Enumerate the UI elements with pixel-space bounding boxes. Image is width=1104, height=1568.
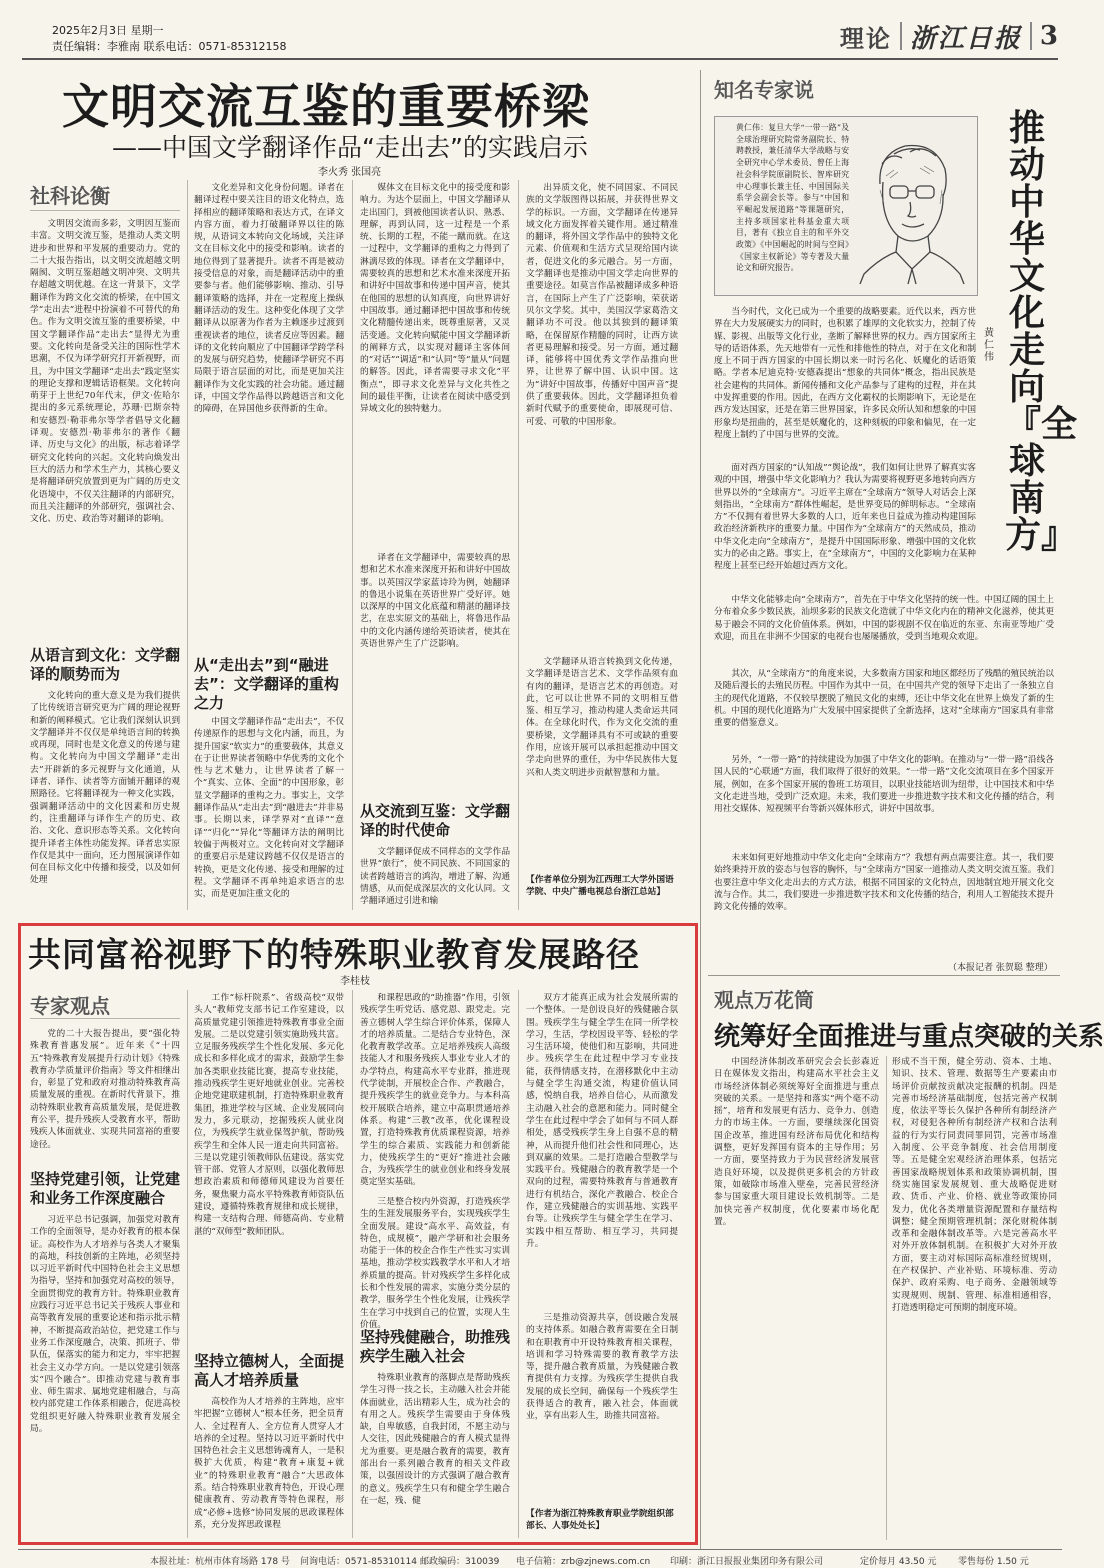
expert-vertical-title: 推动中华文化走向『全球南方』 — [1005, 108, 1078, 556]
main-article-subtitle: ——中国文学翻译作品“走出去”的实践启示 — [112, 133, 588, 162]
header-rule — [22, 58, 1058, 60]
column-label-expert — [714, 74, 814, 103]
footer-phone: 问询电话：0571-85310114 — [300, 1557, 417, 1567]
label-rule — [30, 1018, 180, 1019]
main-article-col1: 文明因交流而多彩，文明因互鉴而丰富。文明交流互鉴，是推动人类文明进步和世界和平发展的重要动力。党的二十大报告指出，以文明交流超越文明隔阂、文明互鉴超越文明冲突、文明共存超越文明优越。在这一背景下，文学翻译作为跨文化交流的桥梁，在中国文学“走出去”进程中扮演着不可替代的角色。作为文明交流互鉴的重要桥梁，中国文学翻译作品“走出去”显得尤为重要。文化转向是备受关注的国际性学术思潮，不仅为译学研究打开新视野，而且，为中国文学翻译“走出去”践定坚实的理论支撑和逻辑话语框架。文化转向萌芽于上世纪70年代末，伊文·佐哈尔提出的多元系统理论，苏珊·巴斯奈特和安德烈·勒菲弗尔等学者倡导文化翻译观。安德烈·勒菲弗尔的著作《翻译、历史与文化》的出版，标志着译学研究文化转向的兴起。文化转向焕发出巨大的活力和学术生产力，其核心要义是将翻译研究放置到更为广阔的历史文化语境中，不仅关注翻译的内部研究，而且关注翻译的外部研究，强调社会、文化、历史、政治等对翻译的影响。 — [30, 219, 180, 525]
footer-price-month: 定价每月 43.50 元 — [860, 1557, 937, 1567]
page-number: 3 — [1039, 21, 1058, 51]
column-label-opinion — [714, 984, 814, 1013]
label-rule — [30, 210, 180, 211]
featured-article-title: 共同富裕视野下的特殊职业教育发展路径 — [28, 935, 640, 974]
subheading-3: 从交流到互鉴：文学翻译的时代使命 — [360, 802, 511, 839]
masthead-divider — [1030, 22, 1032, 50]
featured-subheading-3: 坚持残健融合，助推残疾学生融入社会 — [360, 1328, 511, 1365]
expert-text-6: 未来如何更好地推动中华文化走向“全球南方”？我想有两点需要注意。其一，我们要始终秉持开放的姿态与包容的胸怀，与“全球南方”国家一道推动人类文明交流互鉴。我们也要注意中华文化走出去的方式方法，根据不同国家的文化特点，因地制宜地开展文化交流与合作。其二，我们要进一步推进数字技术和文化传播的结合，利用人工智能技术提升跨文化传播的效率。 — [714, 853, 1054, 913]
expert-text-3: 中华文化能够走向“全球南方”，首先在于中华文化坚持的统一性。中国辽阔的国土上分布着众多少数民族，汕坝多彩的民族文化造就了中华文化内在的精神文化滋养，使其更易于融会不同的文化价值体系。例如，中国的影视剧不仅在临近的东亚、东南亚等地广受欢迎，而且在非洲不少国家的电视台也屡屡播放，受到当地观众欢迎。 — [714, 595, 1054, 642]
expert-text-1: 当今时代，文化已成为一个重要的战略要素。近代以来，西方世界在大力发展硬实力的同时，也积累了雄厚的文化软实力，控制了传媒、影视、出版等文化行业，垄断了解释世界的权力。西方国家所主导的话语体系，先天地带有一元性和排他性的特点，对于在文化和制度上不同于西方国家的中国长期以来一时污名化、妖魔化的话语策略。学者本尼迪克特·安德森提出“想象的共同体”概念，指出民族是社会建构的共同体。新闻传播和文化产品参与了建构的过程，并在其中发挥重要的作用。因此，在西方文化霸权的长期影响下，无论是在西方发达国家，还是在第三世界国家，许多民众所认知和想象的中国形象均是扭曲的，甚至是妖魔化的，这种刻板的印象和偏见，在一定程度上制约了中国与世界的交流。 — [714, 307, 976, 440]
column-divider — [352, 990, 353, 1538]
section-rule — [708, 975, 1060, 976]
column-label-text: 知名专家说 — [714, 78, 814, 102]
featured-col1: 党的二十大报告提出，要“强化特殊教育普惠发展”。近年来《“十四五”特殊教育发展提升行动计划》《特殊教育办学质量评价指南》等文件相继出台，彰显了党和政府对推动特殊教育高质量发展的重视。在新时代背景下，推动特殊职业教育高质量发展，是促进教育公平，提升残疾人受教育水平，帮助残疾人体面就业、实现共同富裕的重要途径。 — [30, 1029, 180, 1150]
expert-text-4: 其次，从“全球南方”的角度来说，大多数南方国家和地区都经历了残酷的殖民统治以及随后漫长的去殖民历程。中国作为其中一员，在中国共产党的领导下走出了一条独立自主的现代化道路，不仅较早摆脱了殖民文化的束缚，还让中华文化在世界上焕发了新的生机。中国的现代化道路为广大发展中国家提供了全新选择，这对“全球南方”国家具有非常重要的借鉴意义。 — [714, 669, 1054, 729]
featured-author-note: 【作者为浙江特殊教育职业学院组织部部长、人事处处长】 — [526, 1509, 674, 1531]
footer-rule — [18, 1549, 1062, 1550]
main-article-col4: 出异质文化，使不同国家、不同民族的文学版图得以拓展，并获得世界文学的标识。一方面，文学翻译在传递异域文化方面发挥着关键作用。通过精准的翻译，将外国文学作品中的独特文化元素、价值观和生活方式呈现给国内读者，促进文化的多元融合。另一方面，文学翻译也是推动中国文学走向世界的重要途径。如莫言作品被翻译成多种语言，在国际上产生了广泛影响，荣获诺贝尔文学奖。其中，美国汉学家葛浩文翻译功不可没。他以其独到的翻译策略，在保留原作精髓的同时，让西方读者更易理解和接受。另一方面，通过翻译，能够将中国优秀文学作品推向世界，让世界了解中国、认识中国。这为“讲好中国故事，传播好中国声音”提供了重要载体。因此，文学翻译担负着新时代赋予的重要使命，即展现可信、可爱、可敬的中国形象。 — [526, 183, 678, 427]
footer-printer: 印刷：浙江日报报业集团印务有限公司 — [670, 1557, 824, 1567]
expert-text-5: 另外，“一带一路”的持续建设为加强了中华文化的影响。在推动与“一带一路”沿线各国人民的“心联通”方面，我们取得了很好的效果。“一带一路”文化交流项目在多个国家开展，例如，在多个国家开展的鲁班工坊项目，以职业技能培训为纽带，让中国技术和中华文化走进当地，受到广泛欢迎。未来，我们要进一步推进数字技术和文化传播的结合，利用社交媒体、短视频平台等新兴媒体形式，讲好中国故事。 — [714, 755, 1054, 815]
expert-text-2: 面对西方国家的“认知战”“舆论战”，我们如何让世界了解真实客观的中国，增强中华文化影响力？我认为需要将视野更多地转向西方世界以外的“全球南方”。习近平主席在“全球南方”领导人对话会上深刻指出，“全球南方”群体性崛起，是世界变局的鲜明标志。“全球南方”不仅拥有着世界大多数的人口，近年来也日益成为推动构建国际政治经济新秩序的重要力量。中国作为“全球南方”的天然成员，推动中华文化走向“全球南方”，是提升中国国际形象、增强中国的文化软实力的必由之路。事实上，在“全球南方”，中国的文化影响力在某种程度上甚至已经开始超过西方文化。 — [714, 463, 976, 572]
expert-note: （本报记者 张贺聪 整理） — [948, 963, 1053, 973]
issue-date: 2025年2月3日 星期一 — [52, 24, 164, 37]
paper-name: 浙江日报 — [909, 23, 1022, 54]
main-article-col3: 媒体文在目标文化中的接受度和影响力。为达个层面上，中国文学翻译从走出国门，到被他国读者认识、熟悉、理解，再到认同，这一过程是一个系统、长期的工程，不能一蹴而就。在这一过程中，文学翻译的重构之力得到了淋漓尽致的体现。译者在文学翻译中，需要较真的思想和艺术水准来深度开拓和讲好中国故事和传递中国声音，使其在他国的思想的认知真度，向世界讲好中国故事。通过翻译把中国故事和传统文化精髓传递出来，既尊重原著，又灵活变通。文化转向赋能中国文学翻译新的阐释方式，以实现对翻译主客体间的“对话”“调适”和“认同”等“量从”问题的解答。因此，译者需要寻求文化“平衡点”，即寻求文化差异与文化共性之间的最佳平衡，让读者在阅读中感受到异域文化的独特魅力。 — [360, 183, 510, 415]
featured-col2b: 高校作为人才培养的主阵地，应牢牢把握“立德树人”根本任务，把全员育人、全过程育人、全方位育人贯穿人才培养的全过程。坚持以习近平新时代中国特色社会主义思想铸魂育人，一是积极扩大优质，构建“教育+康复+就业”的特殊职业教育“融合”大思政体系。结合特殊职业教育特色，开设心理健康教育、劳动教育等特色课程，形成“必修+选修”协同发展的思政课程体系，充分发挥思政课程 — [194, 1397, 344, 1530]
expert-portrait — [850, 124, 972, 284]
footer-postcode: 邮政编码：310039 — [420, 1557, 500, 1567]
main-article-title: 文明交流互鉴的重要桥梁 — [62, 80, 590, 135]
featured-subheading-2: 坚持立德树人，全面提高人才培养质量 — [194, 1352, 345, 1389]
main-article-authors: 李火秀 张国亮 — [318, 167, 382, 178]
featured-col3: 和课程思政的“助推器”作用，引领残疾学生听党话、感党恩、跟党走。完善立德树人学生综合评价体系，保障人才的培养质量。二是结合专业特色，深化教育教学改革。立足培养残疾人高级技能人才和服务残疾人事业专业人才的办学特点，构建高水平专业群，推进现代学徒制，开展校企合作、产教融合，提升残疾学生的就业竞争力。与本科高校开展联合培养，建立中高职贯通培养体系。构建“三教”改革，优化课程设置，打造特殊教育优质课程资源，培养学生的综合素质、实践能力和创新能力，使残疾学生的“更好”推进社会融合，为残疾学生的就业创业和终身发展奠定坚实基础。 — [360, 993, 510, 1188]
featured-col3b: 三是整合校内外资源，打造残疾学生的生涯发展服务平台，实现残疾学生全面发展。建设“高水平、高效益，有特色，成规模”，融产学研和社会服务功能于一体的校企合作生产性实习实训基地，推动学校实践教学水平和人才培养质量的提高。针对残疾学生多样化成长和个性发展的需求，实施分类分层的教学，服务学生个性化发展，让残疾学生在学习中找到自己的位置，实现人生价值。 — [360, 1197, 510, 1330]
column-divider — [518, 180, 519, 910]
column-divider — [187, 180, 188, 910]
column-label-sheke — [30, 180, 110, 209]
column-divider — [518, 990, 519, 1538]
footer — [0, 1552, 1080, 1568]
main-article-col4b: 文学翻译从语言转换到文化传递，文学翻译是语言艺术、文学作品须有血有肉的翻译，是语言艺术的再创造。对此，它可以让世界不同的文明相互借鉴、相互学习，推动构建人类命运共同体。在全球化时代，作为文化交流的重要桥梁，文学翻译具有不可或缺的重要作用，应该开展可以承担起推动中国文学走向世界的重任，为中华民族伟大复兴和人类文明进步贡献智慧和力量。 — [526, 657, 678, 778]
main-article-col3b: 译者在文学翻译中，需要较真的思想和艺术水准来深度开拓和讲好中国故事。以英国汉学家蓝诗玲为例，她翻译的鲁迅小说集在英语世界广受好评。她以深厚的中国文化底蕴和精湛的翻译技艺，在忠实原文的基础上，将鲁迅作品中的文化内涵传递给英语读者，使其在英语世界产生了广泛影响。 — [360, 553, 510, 650]
main-article-author-note: 【作者单位分别为江西理工大学外国语学院、中央广播电视总台浙江总站】 — [526, 875, 674, 897]
featured-subheading-1: 坚持党建引领，让党建和业务工作深度融合 — [30, 1170, 181, 1207]
column-label-expert-view — [30, 990, 110, 1019]
featured-col3c: 特殊职业教育的落脚点是帮助残疾学生习得一技之长，主动融入社会并能体面就业，活出精彩人生，成为社会的有用之人。残疾学生需要由于身体残缺，自卑敏感，自我封闭，不愿主动与人交往，因此残健融合的育人模式显得尤为重要。更是融合教育的需要，教育部出台一系列融合教育的相关文件政策，以强固设计的方式强调了融合教育的意义。残疾学生只有和健全学生融合在一起，残、健 — [360, 1373, 510, 1506]
column-label-text: 观点万花筒 — [714, 988, 814, 1012]
column-label-text: 专家观点 — [30, 994, 110, 1018]
footer-address: 本报社址：杭州市体育场路 178 号 — [150, 1557, 290, 1567]
masthead-divider — [900, 22, 902, 50]
opinion-col2: 形成不当干预，健全劳动、资本、土地、知识、技术、管理、数据等生产要素由市场评价贡献按贡献决定报酬的机制。四是完善市场经济基础制度，包括完善产权制度，依法平等长久保护各种所有制经济产权，对侵犯各种所有制经济产权和合法利益的行为实行同责同罪同罚，完善市场准入制度、公平竞争制度、社会信用制度等。五是健全宏观经济治理体系，包括完善国家战略规划体系和政策协调机制，围绕实施国家发展规划、重大战略促进财政、货币、产业、价格、就业等政策协同发力，优化各类增量资源配置和存量结构调整；健全预期管理机制；深化财税体制改革和金融体制改革等。六是完善高水平对外开放体制机制。在积极扩大对外开放方面，要主动对标国际高标准经贸规则，在产权保护、产业补贴、环境标准、劳动保护、政府采购、电子商务、金融领域等实现规则、规制、管理、标准相通相容，打造透明稳定可预期的制度环境。 — [892, 1057, 1057, 1313]
expert-vertical-author: 黄仁伟 — [984, 328, 994, 363]
subheading-2: 从“走出去”到“融进去”：文学翻译的重构之力 — [194, 656, 339, 712]
section-divider — [700, 70, 701, 1550]
main-article-col2b: 中国文学翻译作品“走出去”，不仅传递原作的思想与文化内涵，而且，为提升国家“软实力”的重要载体，其意义在于让世界读者领略中华优秀的文化个性与艺术魅力，让世界读者了解一个“真实、立体、全面”的中国形象，彰显文学翻译的重构之力。事实上，文学翻译作品从“走出去”到“融进去”并非易事。长期以来，译学界对“直译”“意译”“归化”“异化”等翻译方法的阐明比较偏于两极对立。文化转向对文学翻译的重要启示是建议跨越不仅仅是语言的转换，更是文化传递、接受和理解的过程。文学翻译不再单纯追求语言的忠实，而是更加注重文化的 — [194, 717, 344, 900]
editor-info: 责任编辑：李雅南 联系电话：0571-85312158 — [52, 40, 287, 53]
main-article-col2: 文化差异和文化身份问题。译者在翻译过程中要关注目的语文化特点，选择相应的翻译策略和表达方式，在译文内容方面，着力打破翻译界以往的陈规，从语词文本转向文化场域，关注译文在目标文化中的接受和影响。读者的地位得到了显著提升。读者不再是被动接受信息的对象，而是翻译活动中的重要参与者。他们能够影响、推动、引导翻译策略的选择，并在一定程度上操纵翻译活动的发生。这种变化体现了文学翻译从以原著为作者为主赖逐步过渡到重视读者的地位，读者反应等因素。翻译的文化转向顺应了中国翻译学跨学科的发展与研究趋势，使翻译学研究不再局限于语言层面的对比，而是更加关注翻译作为文化实践的社会功能。通过翻译，中国文学作品得以跨越语言和文化的障碍，在异国他乡获得新的生命。 — [194, 183, 344, 415]
column-label-text: 社科论衡 — [30, 184, 110, 208]
main-article-col1b: 文化转向的重大意义是为我们提供了比传统语言研究更为广阔的理论视野和新的阐释模式。它让我们深刻认识到文学翻译并不仅仅是单纯语言间的转换或再现，同时也是文化意义的传递与建构。文化转向为中国文学翻译“走出去”开辟新的多元视野与文化通道，从译者、译作、读者等方面铺开翻译的观照路径。它将翻译视为一种文化实践，强调翻译活动中的文化因素和历史规约，注重翻译与译作生产的历史、政治、文化、意识形态等关系。文化转向提升译者主体性功能发挥。译者忠实原作仅是其中一面向，还力图展演译作如何在目标文化中传播和接受，以及如何处理 — [30, 691, 180, 886]
featured-col1b: 习近平总书记强调，加强党对教育工作的全面领导，是办好教育的根本保证。高校作为人才培养与各类人才聚集的高地，科技创新的主阵地，必须坚持以习近平新时代中国特色社会主义思想为指导，坚持和加强党对高校的领导，全面贯彻党的教育方针。特殊职业教育应践行习近平总书记关于残疾人事业和高等教育发展的重要论述和指示批示精神，不断提高政治站位，把党建工作与业务工作深度融合，决策、抓班子、带队伍，保落实的能力和定力，牢牢把握社会主义办学方向。一是以党建引领落实“四个融合”。即推动党建与教育事业、师生需求、属地党建相融合，与高校内部党建工作体系相融合，促进高校党组织更好融入特殊职业教育发展全局。 — [30, 1215, 180, 1435]
footer-email: 电子信箱：zrb@zjnews.com.cn — [516, 1557, 651, 1567]
masthead — [840, 18, 1058, 54]
section-name: 理论 — [839, 23, 892, 53]
featured-col2: 工作“标杆院系”、省级高校“双带头人”教师党支部书记工作室建设，以高质量党建引领推进特殊教育事业全面发展。二是以党建引领实施助残共富。立足服务残疾学生个性化发展、多元化成长和多样化成才的需求，鼓励学生参加各类职业技能比赛，提高专业技能，推动残疾学生更好地就业创业。完善校企地党建联建机制，打造特殊职业教育集团，推进学校与区域、企业发展同向发力，多元联动，挖掘残疾人就业岗位，为残疾学生就业保驾护航，帮助残疾学生和全体人民一道走向共同富裕。三是以党建引领教师队伍建设。落实党管干部、党管人才原则，以强化教师思想政治素质和师德师风建设为首要任务，聚焦聚力高水平特殊教育师资队伍建设，遵循特殊教育规律和成长规律，构建一支结构合理、师德高尚、专业精湛的“双师型”教师团队。 — [194, 993, 344, 1237]
opinion-title: 统筹好全面推进与重点突破的关系 — [714, 1022, 1104, 1052]
column-divider — [187, 990, 188, 1538]
featured-article-author: 李桂枝 — [340, 976, 370, 987]
main-article-col3c: 文学翻译促成不同样态的文学作品世界“旅行”，使不同民族、不同国家的读者跨越语言的鸿沟，增进了解、沟通情感，从而促成深层次的文化认同。文学翻译通过引进和输 — [360, 847, 510, 907]
subheading-1: 从语言到文化：文学翻译的顺势而为 — [30, 646, 181, 683]
featured-col4b: 三是推动资源共享，创设融合发展的支持体系。如融合教育需要在全日制和在职教育中开设特殊教育相关课程，培训和学习特殊需要的教育教学方法等，提升融合教育质量，为残健融合教育提供有力支撑。为残疾学生提供自我发展的成长空间，确保每一个残疾学生获得适合的教育，融入社会，体面就业，享有出彩人生，助推共同富裕。 — [526, 1313, 678, 1422]
footer-price-single: 零售每份 1.50 元 — [958, 1557, 1029, 1567]
featured-col4: 双方才能真正成为社会发展所需的一个整体。一是创设良好的残健融合氛围。残疾学生与健全学生在同一所学校学习，生活，学校因设平等、轻松的学习生活环境，使他们和互影响，共同进步。残疾学生在此过程中学习专业技能，获得情感支持，在潜移默化中主动与健全学生沟通交流，构建价值认同感，悦纳自我，培养自信心，从而激发主动融入社会的意愿和能力。同时健全学生在此过程中学会了如何与不同人群相处，感受残疾学生身上自强不息的精神，从而提升他们社会性和同理心，达到双赢的效果。二是打造融合型教学与实践平台。残健融合的教育教学是一个双向的过程，需要特殊教育与普通教育进行有机结合，深化产教融合、校企合作，建立残健融合的实训基地、实践平台等。让残疾学生与健全学生在学习、实践中相互帮助、相互学习，共同提升。 — [526, 993, 678, 1249]
column-divider — [886, 1056, 887, 1540]
column-divider — [352, 180, 353, 910]
expert-bio: 黄仁伟：复旦大学“一带一路”及全球治理研究院常务副院长、特聘教授，兼任清华大学战略与安全研究中心学术委员、曾任上海社会科学院原副院长、智库研究中心理事长兼主任、中国国际关系学会副会长等。参与“中国和平崛起发展道路”等课题研究，主持多项国家社科基金重大项目，著有《独立自主的和平外交政策》《中国崛起的时间与空间》《国家主权新论》等专著及大量论文和研究报告。 — [736, 123, 849, 273]
opinion-col1: 中国经济体制改革研究会会长彭森近日在媒体发文指出，构建高水平社会主义市场经济体制必须统筹好全面推进与重点突破的关系。一是坚持和落实“两个毫不动摇”，培育和发展更有活力、竞争力、创造力的市场主体。一方面，要继续深化国资国企改革，推进国有经济布局优化和结构调整，更好发挥国有资本的主导作用；另一方面，要坚持致力于为民营经济发展营造良好环境，以及提供更多机会的方针政策，如破除市场准入壁垒，完善民营经济参与国家重大项目建设长效机制等。二是加快完善产权制度，优化要素市场化配置。 — [714, 1057, 879, 1227]
